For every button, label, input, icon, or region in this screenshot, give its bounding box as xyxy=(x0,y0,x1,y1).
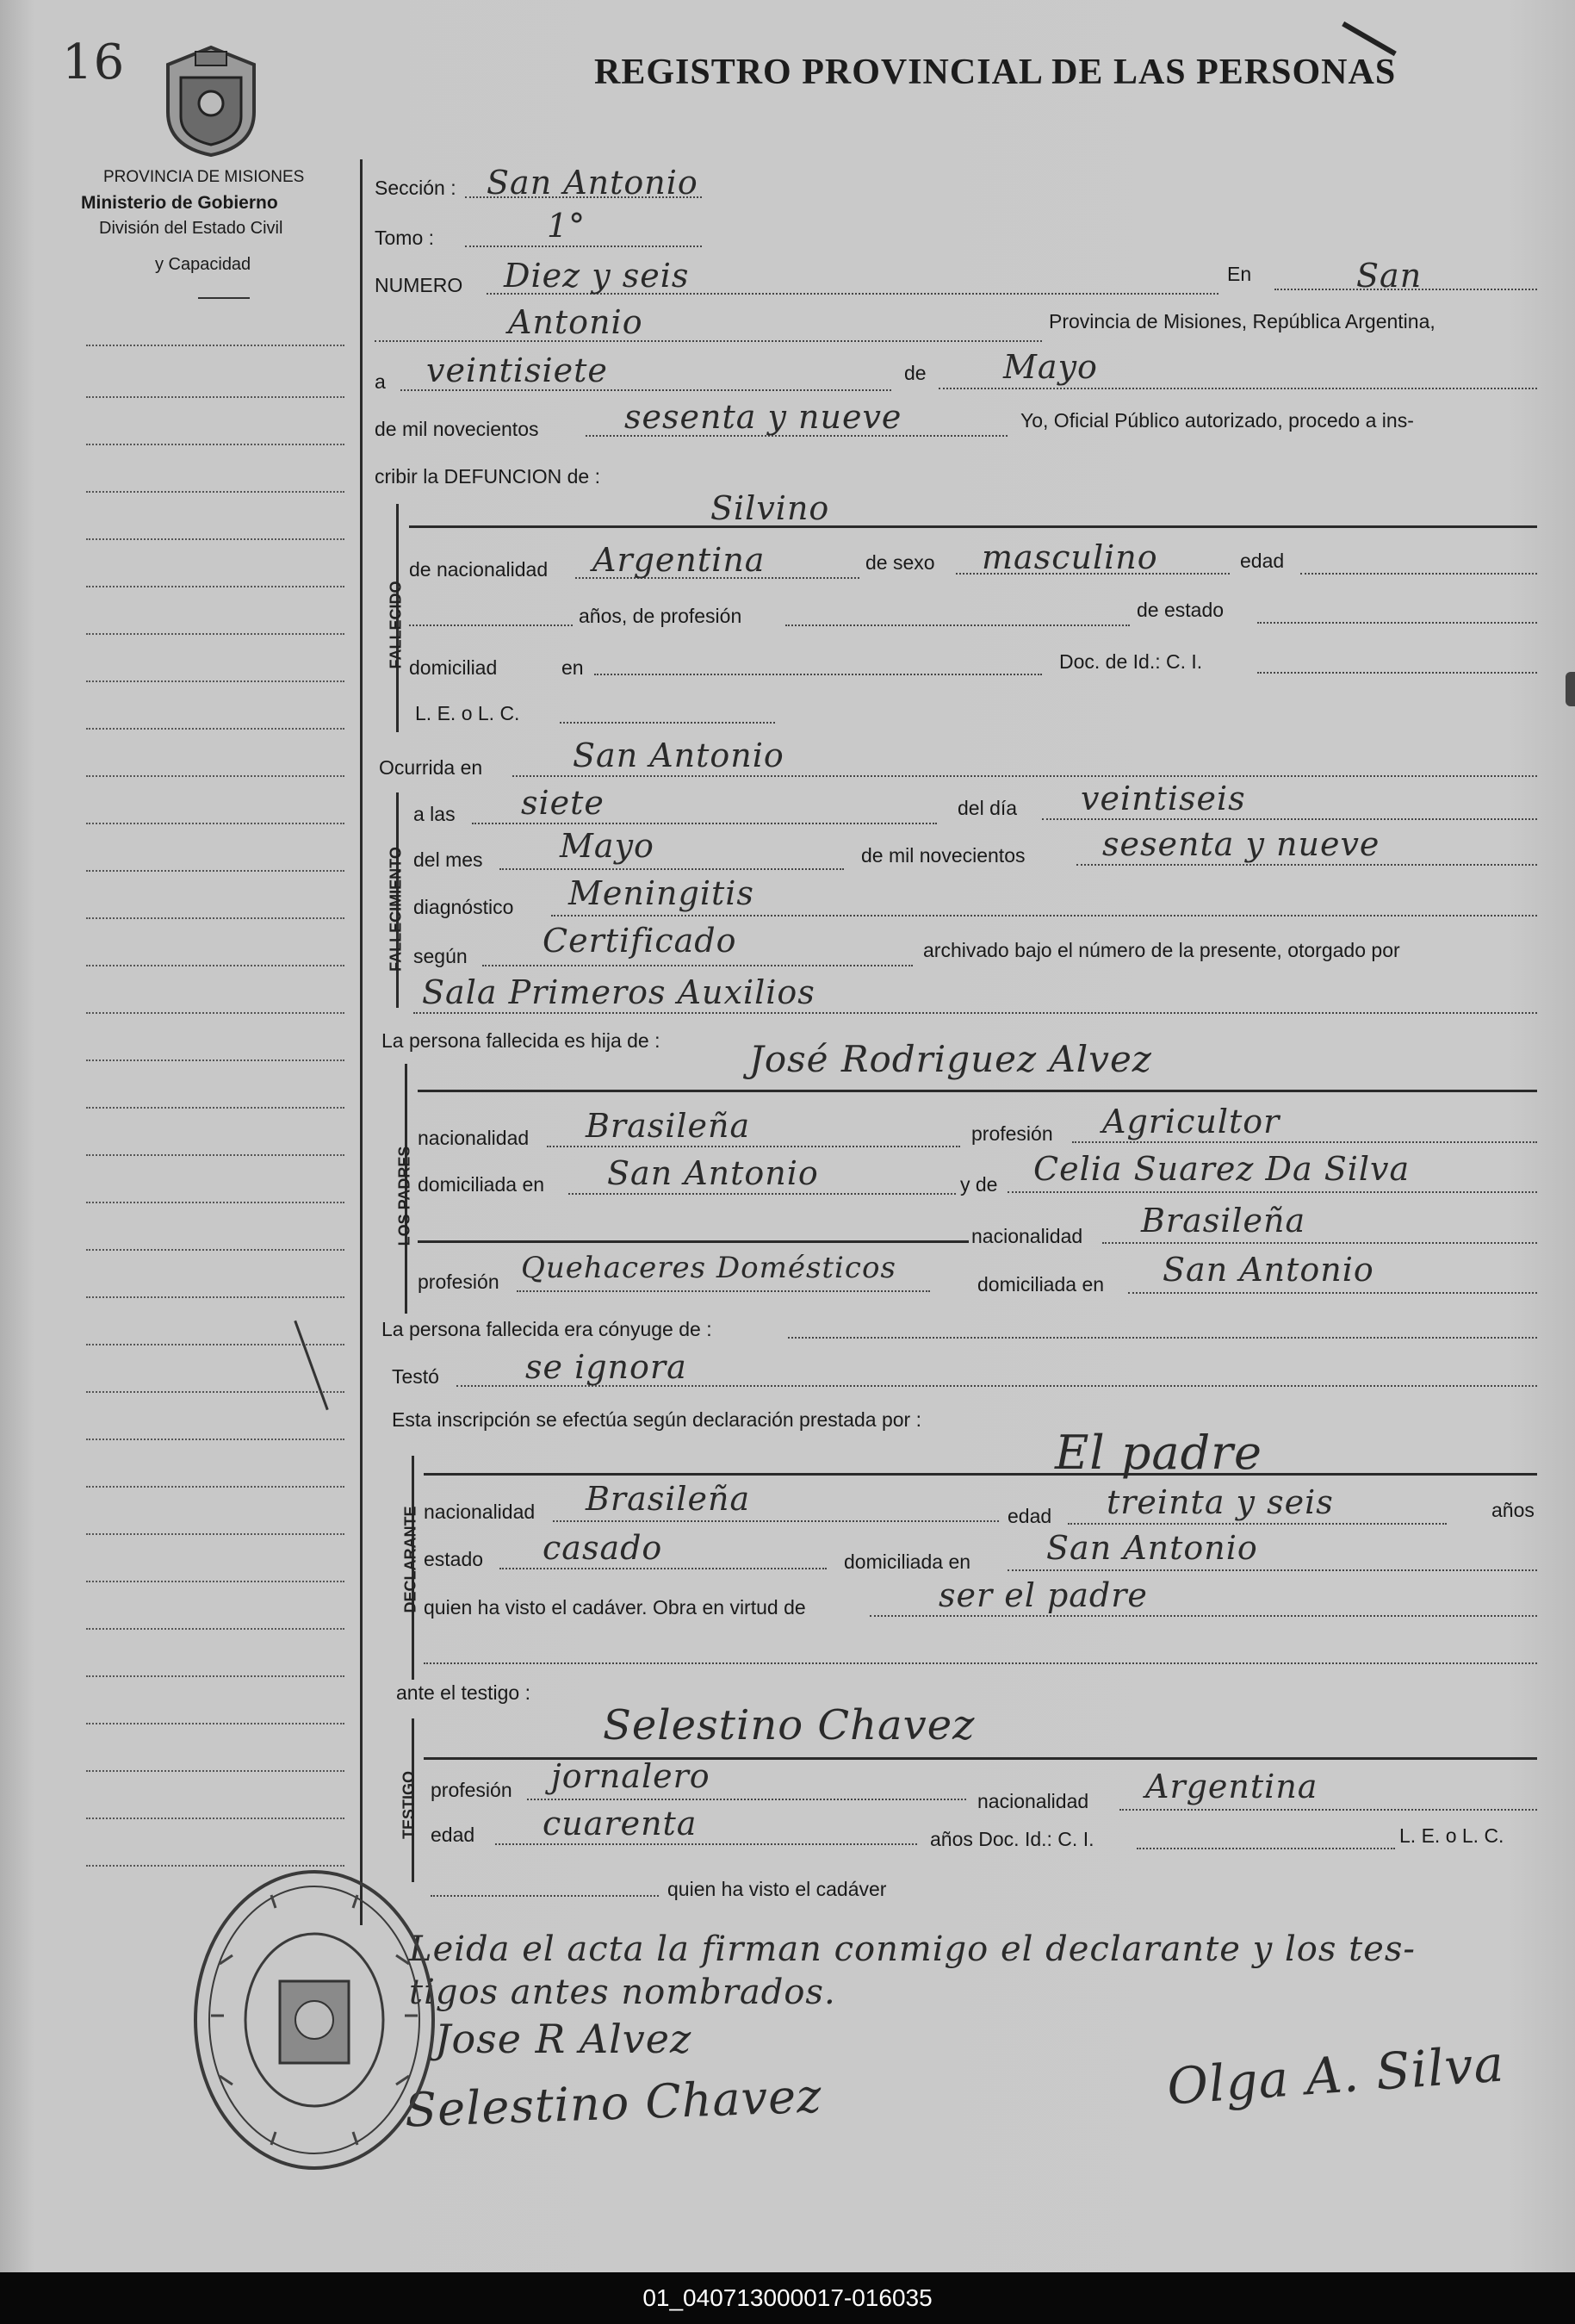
label-en: En xyxy=(1227,263,1252,285)
field-line xyxy=(495,1843,917,1845)
label-test-nac: nacionalidad xyxy=(977,1790,1089,1812)
margin-line xyxy=(86,680,344,682)
field-line xyxy=(939,388,1537,389)
field-line xyxy=(1008,1569,1537,1571)
label-tomo: Tomo : xyxy=(375,227,435,249)
margin-line xyxy=(86,1770,344,1772)
margin-line xyxy=(86,586,344,587)
value-segun: Certificado xyxy=(543,922,737,960)
value-test-prof: jornalero xyxy=(551,1757,710,1795)
margin-stroke xyxy=(294,1320,328,1410)
coat-of-arms-icon xyxy=(159,43,263,164)
value-madre-prof: Quehaceres Domésticos xyxy=(521,1251,896,1285)
field-line xyxy=(431,1895,659,1897)
margin-line xyxy=(86,633,344,635)
margin-line xyxy=(86,1486,344,1488)
section-label-declarante: DECLARANTE xyxy=(401,1506,419,1613)
field-line xyxy=(1128,1292,1537,1294)
field-line xyxy=(499,868,844,870)
label-de-sexo: de sexo xyxy=(865,551,935,574)
field-line xyxy=(527,1799,966,1800)
field-line xyxy=(1068,1523,1447,1525)
field-line xyxy=(594,674,1042,675)
closing-line-2: tigos antes nombrados. xyxy=(409,1973,836,2012)
label-decl-dom: domiciliada en xyxy=(844,1550,971,1573)
label-del-mes: del mes xyxy=(413,848,483,871)
value-padre-nac: Brasileña xyxy=(586,1107,751,1145)
image-footer-id: 01_040713000017-016035 xyxy=(0,2272,1575,2324)
section-label-fallecimiento: FALLECIMIENTO xyxy=(387,847,405,972)
value-tomo: 1° xyxy=(547,207,586,245)
margin-line xyxy=(86,491,344,493)
label-le-lc: L. E. o L. C. xyxy=(415,702,520,724)
binding-hole xyxy=(1566,672,1575,706)
label-madre-dom: domiciliada en xyxy=(977,1273,1105,1296)
value-decl-dom: San Antonio xyxy=(1046,1529,1258,1567)
value-madre-dom: San Antonio xyxy=(1163,1251,1374,1289)
field-line xyxy=(409,624,573,626)
label-decl-estado: estado xyxy=(424,1548,484,1570)
field-line xyxy=(1008,1191,1537,1193)
label-conyuge: La persona fallecida era cónyuge de : xyxy=(381,1318,712,1340)
label-en-dom: en xyxy=(561,656,584,679)
label-madre-prof: profesión xyxy=(418,1271,499,1293)
section-label-fallecido: FALLECIDO xyxy=(387,581,405,669)
value-decl-virtud: ser el padre xyxy=(939,1576,1148,1614)
value-nombre: Silvino xyxy=(710,489,830,527)
label-ocurrida: Ocurrida en xyxy=(379,756,483,779)
field-line xyxy=(547,1146,960,1147)
margin-line xyxy=(86,728,344,730)
field-line xyxy=(788,1337,1537,1339)
field-line xyxy=(517,1290,930,1292)
official-stamp-icon xyxy=(185,1861,443,2184)
margin-line xyxy=(86,1012,344,1014)
label-de: de xyxy=(904,362,927,384)
field-line xyxy=(465,245,702,247)
field-line xyxy=(1102,1242,1537,1244)
value-madre-nac: Brasileña xyxy=(1141,1202,1306,1240)
field-line xyxy=(1257,622,1537,624)
field-line xyxy=(1119,1809,1537,1811)
label-de-estado: de estado xyxy=(1137,599,1225,621)
value-padre: José Rodriguez Alvez xyxy=(749,1038,1152,1080)
value-decl-nac: Brasileña xyxy=(586,1480,751,1518)
label-padre-dom: domiciliada en xyxy=(418,1173,545,1196)
value-test-edad: cuarenta xyxy=(543,1805,698,1842)
field-line xyxy=(1072,1141,1537,1143)
value-en: San xyxy=(1356,257,1423,295)
field-line xyxy=(553,1520,999,1522)
margin-line xyxy=(86,870,344,872)
field-line xyxy=(375,340,1042,342)
section-label-testigo: TESTIGO xyxy=(400,1771,418,1840)
madre-underline xyxy=(418,1240,969,1243)
margin-line xyxy=(86,1296,344,1298)
agency-line2: Ministerio de Gobierno xyxy=(81,193,278,213)
value-declarante: El padre xyxy=(1055,1426,1262,1480)
field-line xyxy=(413,1012,1537,1014)
field-line xyxy=(482,965,913,966)
value-en2: Antonio xyxy=(508,303,643,341)
label-esta-inscripcion: Esta inscripción se efectúa según declaración prestada por : xyxy=(392,1408,921,1431)
margin-line xyxy=(86,1391,344,1393)
margin-line xyxy=(86,538,344,540)
page-title: REGISTRO PROVINCIAL DE LAS PERSONAS xyxy=(594,53,1397,92)
margin-line xyxy=(86,823,344,824)
margin-line xyxy=(86,1249,344,1251)
label-cribir: cribir la DEFUNCION de : xyxy=(375,465,600,488)
page-number: 16 xyxy=(62,34,126,90)
margin-line xyxy=(86,775,344,777)
margin-line xyxy=(86,1533,344,1535)
label-segun: según xyxy=(413,945,468,967)
field-line xyxy=(1257,672,1537,674)
declarante-underline xyxy=(424,1473,1537,1476)
margin-line xyxy=(86,1581,344,1582)
value-testo: se ignora xyxy=(525,1348,687,1386)
label-archivado: archivado bajo el número de la presente, otorgado por xyxy=(923,939,1400,961)
margin-line xyxy=(86,1818,344,1819)
margin-line xyxy=(86,917,344,919)
label-test-edad: edad xyxy=(431,1824,475,1846)
value-mes: Mayo xyxy=(1003,348,1098,386)
agency-divider xyxy=(198,297,250,299)
label-decl-edad: edad xyxy=(1008,1505,1052,1527)
label-anos-profesion: años, de profesión xyxy=(579,605,742,627)
value-anio2: sesenta y nueve xyxy=(1102,825,1380,863)
field-line xyxy=(551,915,1537,917)
label-a: a xyxy=(375,370,386,393)
value-anio: sesenta y nueve xyxy=(624,398,902,436)
field-line xyxy=(472,823,937,824)
label-de-nacionalidad: de nacionalidad xyxy=(409,558,549,581)
closing-line-1: Leida el acta la firman conmigo el declarante y los tes- xyxy=(409,1929,1416,1969)
label-diagnostico: diagnóstico xyxy=(413,896,514,918)
label-quien-visto: quien ha visto el cadáver. Obra en virtud de xyxy=(424,1596,806,1619)
signature-1: Jose R Alvez xyxy=(435,2016,692,2062)
label-ante-testigo: ante el testigo : xyxy=(396,1681,530,1704)
label-provincia: Provincia de Misiones, República Argentina, xyxy=(1049,310,1435,332)
label-decl-anos: años xyxy=(1491,1499,1535,1521)
signature-2: Selestino Chavez xyxy=(404,2068,823,2138)
label-y-de: y de xyxy=(960,1173,998,1196)
value-padre-prof: Agricultor xyxy=(1102,1103,1280,1140)
name-underline xyxy=(409,525,1537,528)
margin-line xyxy=(86,1439,344,1440)
label-hija-de: La persona fallecida es hija de : xyxy=(381,1029,660,1052)
signature-3: Olga A. Silva xyxy=(1165,2034,1507,2116)
label-domiciliad: domiciliad xyxy=(409,656,498,679)
label-madre-nac: nacionalidad xyxy=(971,1225,1083,1247)
padre-underline xyxy=(418,1090,1537,1092)
label-testo: Testó xyxy=(392,1365,439,1388)
agency-line4: y Capacidad xyxy=(155,255,251,274)
field-line xyxy=(1137,1848,1395,1849)
label-numero: NUMERO xyxy=(375,274,463,296)
label-de-mil: de mil novecientos xyxy=(375,418,539,440)
value-testigo: Selestino Chavez xyxy=(603,1701,976,1749)
margin-line xyxy=(86,1154,344,1156)
value-madre: Celia Suarez Da Silva xyxy=(1033,1150,1411,1188)
margin-line xyxy=(86,1675,344,1677)
value-nacionalidad: Argentina xyxy=(592,541,766,579)
field-line xyxy=(1042,818,1537,820)
label-seccion: Sección : xyxy=(375,177,456,199)
value-diagnostico: Meningitis xyxy=(568,874,754,912)
value-sexo: masculino xyxy=(982,538,1158,576)
label-anos-doc: años Doc. Id.: C. I. xyxy=(930,1828,1094,1850)
agency-line1: PROVINCIA DE MISIONES xyxy=(103,168,305,186)
value-test-nac: Argentina xyxy=(1145,1768,1318,1805)
field-line xyxy=(424,1662,1537,1664)
label-de-mil2: de mil novecientos xyxy=(861,844,1026,867)
value-dia: veintisiete xyxy=(426,351,608,389)
value-decl-estado: casado xyxy=(543,1529,663,1567)
field-line xyxy=(512,775,1537,777)
margin-line xyxy=(86,1059,344,1061)
field-line xyxy=(870,1615,1537,1617)
label-a-las: a las xyxy=(413,803,456,825)
label-quien-visto2: quien ha visto el cadáver xyxy=(667,1878,887,1900)
field-line xyxy=(560,722,775,724)
label-del-dia: del día xyxy=(958,797,1018,819)
value-otorgado: Sala Primeros Auxilios xyxy=(422,973,815,1011)
field-line xyxy=(785,624,1130,626)
agency-line3: División del Estado Civil xyxy=(99,219,283,238)
label-yo-oficial: Yo, Oficial Público autorizado, procedo a ins- xyxy=(1020,409,1414,432)
field-line xyxy=(568,1193,956,1195)
margin-line xyxy=(86,965,344,966)
margin-line xyxy=(86,1344,344,1345)
value-padre-dom: San Antonio xyxy=(607,1154,819,1192)
margin-line xyxy=(86,1202,344,1203)
field-line xyxy=(1300,573,1537,575)
section-label-padres: LOS PADRES xyxy=(395,1146,413,1246)
margin-line xyxy=(86,1107,344,1109)
value-del-dia: veintiseis xyxy=(1081,780,1246,817)
value-decl-edad: treinta y seis xyxy=(1107,1483,1334,1521)
label-test-prof: profesión xyxy=(431,1779,512,1801)
field-line xyxy=(499,1568,827,1569)
field-line xyxy=(400,389,891,391)
margin-line xyxy=(86,444,344,445)
label-padre-nac: nacionalidad xyxy=(418,1127,530,1149)
field-line xyxy=(1076,864,1537,866)
margin-line xyxy=(86,345,344,346)
value-seccion: San Antonio xyxy=(487,164,698,202)
value-hora: siete xyxy=(521,784,605,822)
label-decl-nac: nacionalidad xyxy=(424,1501,536,1523)
label-padre-prof: profesión xyxy=(971,1122,1053,1145)
margin-line xyxy=(86,396,344,398)
label-edad: edad xyxy=(1240,550,1285,572)
value-numero: Diez y seis xyxy=(504,257,690,295)
margin-line xyxy=(86,1723,344,1724)
label-le-lc2: L. E. o L. C. xyxy=(1399,1824,1504,1847)
value-del-mes: Mayo xyxy=(560,827,654,865)
margin-line xyxy=(86,1628,344,1630)
value-ocurrida: San Antonio xyxy=(573,736,784,774)
main-vertical-rule xyxy=(360,159,363,1925)
label-doc-id: Doc. de Id.: C. I. xyxy=(1059,650,1203,673)
